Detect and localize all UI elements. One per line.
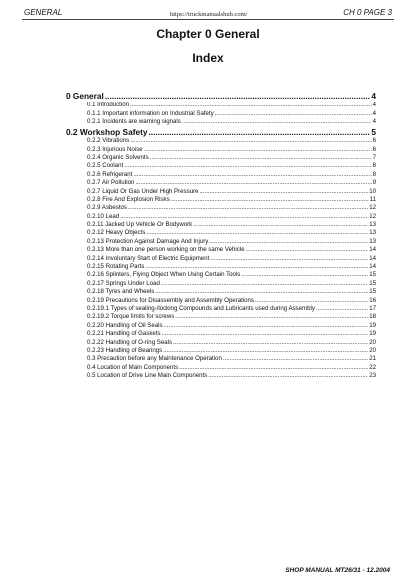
toc-entry-title: 0.2.9 Asbestos xyxy=(87,204,127,212)
toc-entry[interactable] xyxy=(66,255,376,263)
toc-entry-title: 0.2.10 Lead xyxy=(87,212,120,220)
toc-entry-title: 0.2.16 Splinters, Flying Object When Using Certain Tools xyxy=(87,271,241,279)
toc-leader-dots xyxy=(164,322,369,330)
toc-page-number: 13 xyxy=(369,229,376,237)
toc-section-entry[interactable] xyxy=(66,91,376,102)
toc-page-number: 21 xyxy=(369,355,376,363)
toc-leader-dots xyxy=(124,162,371,170)
toc-leader-dots xyxy=(241,271,368,279)
toc-entry-title: 0.1 Introduction xyxy=(87,101,130,109)
toc-leader-dots xyxy=(179,364,368,372)
toc-leader-dots xyxy=(209,238,368,246)
toc-entry[interactable] xyxy=(66,263,376,271)
toc-page-number: 22 xyxy=(369,363,376,371)
toc-page-number: 9 xyxy=(372,179,376,187)
table-of-contents xyxy=(66,91,376,381)
header-url[interactable]: https://truckmanualshub.com/ xyxy=(170,11,248,18)
toc-entry-title: 0 General xyxy=(66,91,104,101)
toc-leader-dots xyxy=(223,355,368,363)
toc-page-number: 8 xyxy=(372,170,376,178)
toc-page-number: 19 xyxy=(369,321,376,329)
toc-entry-title: 0.2.6 Refrigerant xyxy=(87,170,133,178)
toc-entry[interactable] xyxy=(66,162,376,170)
toc-entry-title: 0.2.21 Handling of Gaskets xyxy=(87,330,161,338)
toc-page-number: 14 xyxy=(369,263,376,271)
toc-section-entry[interactable] xyxy=(66,127,376,138)
toc-entry[interactable] xyxy=(66,280,376,288)
toc-entry-title: 0.2.1 Incidents are warning signals xyxy=(87,118,181,126)
toc-leader-dots xyxy=(163,347,368,355)
toc-entry-title: 0.2 Workshop Safety xyxy=(66,126,148,137)
toc-page-number: 15 xyxy=(369,279,376,287)
toc-page-number: 23 xyxy=(369,372,376,380)
toc-leader-dots xyxy=(130,137,371,145)
toc-entry[interactable] xyxy=(66,110,376,118)
toc-entry-title: 0.2.15 Rotating Parts xyxy=(87,263,145,271)
page-subtitle: Index xyxy=(192,51,224,65)
toc-entry-title: 0.5 Location of Drive Line Main Components xyxy=(87,372,208,380)
toc-leader-dots xyxy=(120,213,368,221)
toc-leader-dots xyxy=(246,246,369,254)
footer-manual-id: SHOP MANUAL MT26/31 - 12.2004 xyxy=(285,567,390,574)
toc-entry[interactable] xyxy=(66,238,376,246)
toc-leader-dots xyxy=(215,110,372,118)
toc-entry-title: 0.2.12 Heavy Objects xyxy=(87,229,146,237)
toc-entry[interactable] xyxy=(66,288,376,296)
toc-leader-dots xyxy=(144,146,372,154)
toc-page-number: 4 xyxy=(372,118,376,126)
toc-leader-dots xyxy=(133,171,371,179)
toc-page-number: 20 xyxy=(369,346,376,354)
toc-leader-dots xyxy=(135,179,371,187)
toc-page-number: 6 xyxy=(372,145,376,153)
toc-entry[interactable] xyxy=(66,137,376,145)
toc-page-number: 15 xyxy=(369,288,376,296)
toc-page-number: 13 xyxy=(369,221,376,229)
toc-page-number: 4 xyxy=(372,109,376,117)
toc-page-number: 19 xyxy=(369,330,376,338)
toc-entry[interactable] xyxy=(66,146,376,154)
toc-entry-title: 0.2.4 Organic Solvents xyxy=(87,153,149,161)
toc-entry[interactable] xyxy=(66,305,376,313)
toc-leader-dots xyxy=(155,288,368,296)
toc-leader-dots xyxy=(193,221,368,229)
toc-entry[interactable] xyxy=(66,364,376,372)
toc-page-number: 14 xyxy=(369,246,376,254)
toc-leader-dots xyxy=(145,263,368,271)
toc-page-number: 15 xyxy=(369,271,376,279)
toc-leader-dots xyxy=(161,280,368,288)
toc-page-number: 11 xyxy=(369,195,376,203)
toc-entry-title: 0.2.7 Liquid Or Gas Under High Pressure xyxy=(87,187,199,195)
toc-entry-title: 0.3 Precaution before any Maintenance Operation xyxy=(87,355,222,363)
toc-entry[interactable] xyxy=(66,297,376,305)
toc-entry[interactable] xyxy=(66,372,376,380)
page-title: Chapter 0 General xyxy=(156,27,260,41)
header-divider xyxy=(22,19,394,20)
toc-entry-title: 0.2.19 Precautions for Disassembly and Assembly Operations xyxy=(87,296,254,304)
toc-entry[interactable] xyxy=(66,188,376,196)
toc-entry[interactable] xyxy=(66,330,376,338)
toc-entry-title: 0.2.19.2 Torque limits for screws xyxy=(87,313,175,321)
toc-leader-dots xyxy=(162,330,369,338)
toc-leader-dots xyxy=(128,204,368,212)
toc-entry[interactable] xyxy=(66,339,376,347)
toc-entry-title: 0.2.17 Springs Under Load xyxy=(87,279,160,287)
toc-leader-dots xyxy=(210,255,368,263)
toc-entry-title: 0.2.23 Handling of Bearings xyxy=(87,346,163,354)
toc-entry[interactable] xyxy=(66,347,376,355)
toc-page-number: 10 xyxy=(369,187,376,195)
toc-entry-title: 0.2.7 Air Pollution xyxy=(87,179,135,187)
toc-page-number: 17 xyxy=(369,304,376,312)
toc-page-number: 4 xyxy=(372,101,376,109)
toc-page-number: 13 xyxy=(369,237,376,245)
toc-page-number: 18 xyxy=(369,313,376,321)
toc-entry-title: 0.2.22 Handling of O-ring Seals xyxy=(87,338,173,346)
toc-entry[interactable] xyxy=(66,355,376,363)
toc-leader-dots xyxy=(148,127,370,138)
toc-leader-dots xyxy=(105,91,371,102)
toc-leader-dots xyxy=(150,154,372,162)
toc-entry[interactable] xyxy=(66,246,376,254)
toc-page-number: 7 xyxy=(372,153,376,161)
toc-page-number: 12 xyxy=(369,204,376,212)
toc-entry[interactable] xyxy=(66,154,376,162)
toc-entry-title: 0.1.1 Important information on Industrial Safety xyxy=(87,109,214,117)
header-chapter-label: GENERAL xyxy=(24,8,63,17)
toc-entry-title: 0.2.8 Fire And Explosion Risks xyxy=(87,195,170,203)
toc-leader-dots xyxy=(208,372,368,380)
toc-entry[interactable] xyxy=(66,221,376,229)
toc-page-number: 4 xyxy=(371,91,376,101)
toc-entry-title: 0.4 Location of Main Components xyxy=(87,363,179,371)
toc-leader-dots xyxy=(199,188,368,196)
toc-page-number: 14 xyxy=(369,254,376,262)
toc-page-number: 5 xyxy=(371,126,376,137)
toc-page-number: 6 xyxy=(372,137,376,145)
toc-page-number: 8 xyxy=(372,162,376,170)
toc-leader-dots xyxy=(175,313,368,321)
toc-entry[interactable] xyxy=(66,271,376,279)
toc-entry-title: 0.2.20 Handling of Oil Seals xyxy=(87,321,163,329)
toc-entry-title: 0.2.5 Coolant xyxy=(87,162,124,170)
toc-leader-dots xyxy=(130,102,372,110)
toc-entry-title: 0.2.18 Tyres and Wheels xyxy=(87,288,155,296)
toc-entry-title: 0.2.14 Involuntary Start of Electric Equipment xyxy=(87,254,210,262)
toc-leader-dots xyxy=(146,229,368,237)
toc-page-number: 12 xyxy=(369,212,376,220)
toc-entry-title: 0.2.11 Jacked Up Vehicle Or Bodywork xyxy=(87,221,193,229)
toc-entry[interactable] xyxy=(66,179,376,187)
toc-leader-dots xyxy=(316,305,368,313)
toc-page-number: 20 xyxy=(369,338,376,346)
toc-entry[interactable] xyxy=(66,229,376,237)
toc-entry[interactable] xyxy=(66,322,376,330)
header-page-label: CH 0 PAGE 3 xyxy=(343,8,392,17)
toc-entry[interactable] xyxy=(66,196,376,204)
toc-entry[interactable] xyxy=(66,171,376,179)
toc-leader-dots xyxy=(173,339,368,347)
toc-entry[interactable] xyxy=(66,313,376,321)
toc-leader-dots xyxy=(255,297,368,305)
toc-entry-title: 0.2.3 Injurious Noise xyxy=(87,145,143,153)
toc-entry-title: 0.2.19.1 Types of sealing-/locking Compounds and Lubricants used during Assembly xyxy=(87,304,315,312)
toc-entry[interactable] xyxy=(66,213,376,221)
toc-entry[interactable] xyxy=(66,204,376,212)
toc-page-number: 16 xyxy=(369,296,376,304)
toc-leader-dots xyxy=(171,196,369,204)
toc-entry-title: 0.2.13 Protection Against Damage And Injury xyxy=(87,237,209,245)
toc-entry[interactable] xyxy=(66,118,376,126)
toc-entry[interactable] xyxy=(66,102,376,110)
toc-entry-title: 0.2.13 More than one person working on the same Vehicle xyxy=(87,246,245,254)
toc-entry-title: 0.2.2 Vibrations xyxy=(87,137,130,145)
toc-leader-dots xyxy=(182,118,372,126)
